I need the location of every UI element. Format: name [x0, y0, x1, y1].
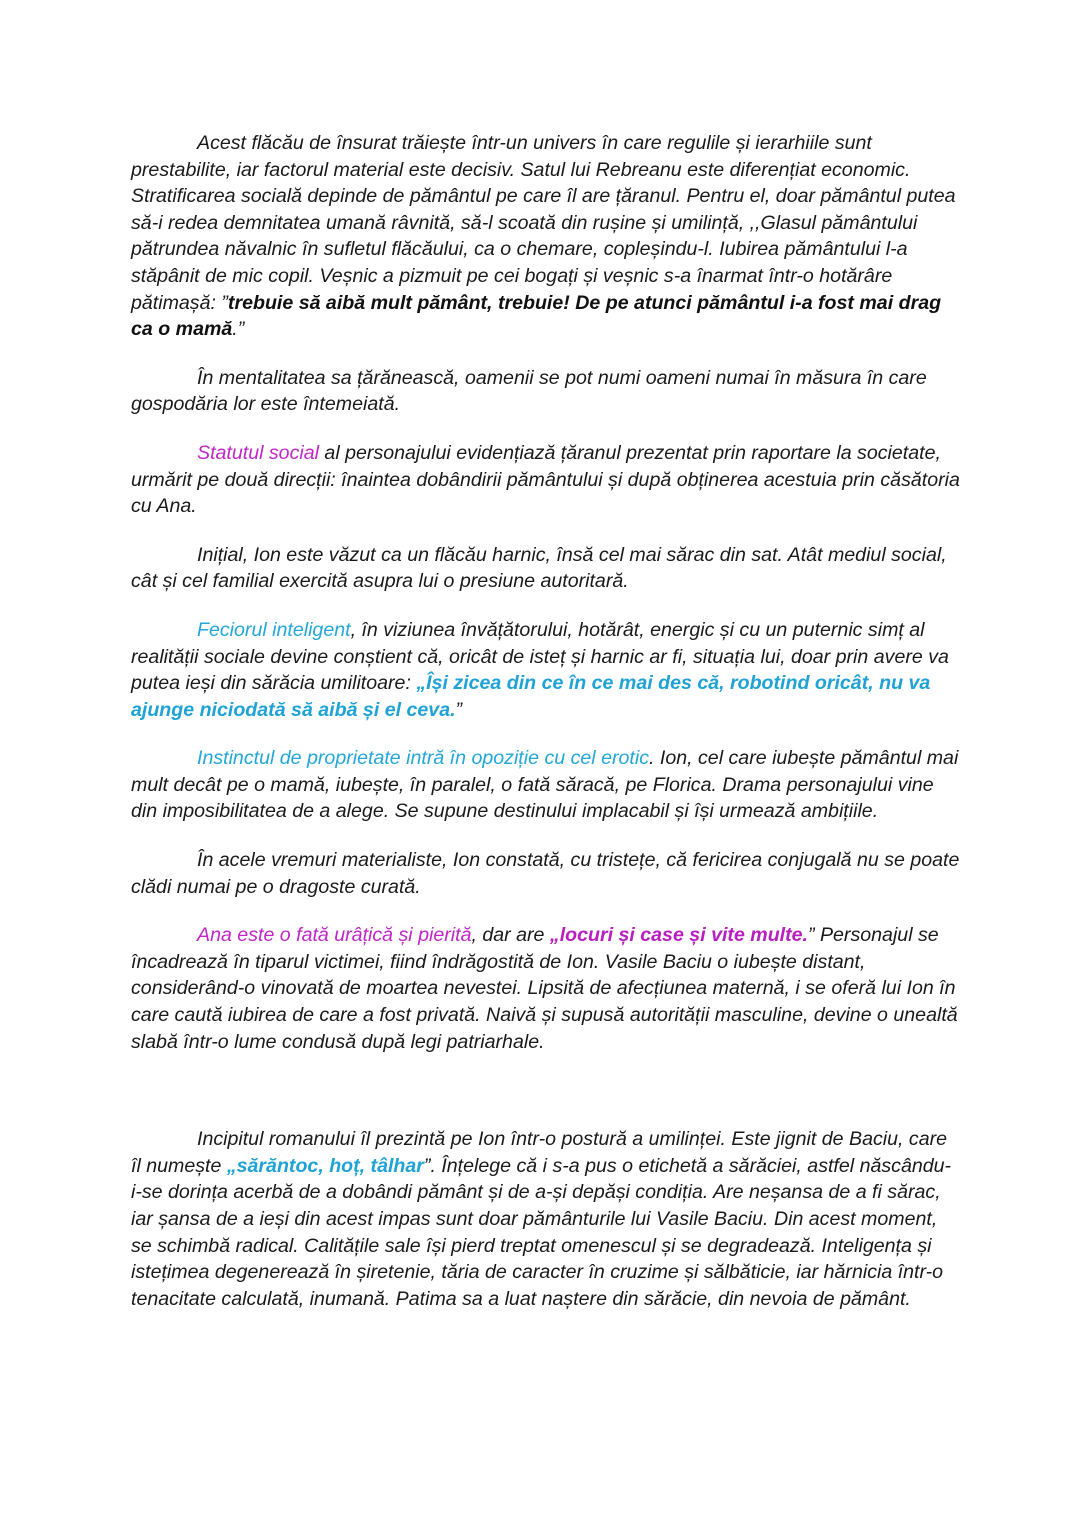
paragraph-6: [131, 745, 961, 825]
paragraph-text: ”: [455, 698, 463, 721]
paragraph-3: [131, 440, 961, 520]
paragraph-text: În acele vremuri materialiste, Ion constată, cu tristețe, că fericirea conjugală nu se poate clădi numai pe o dragoste curată.: [131, 849, 960, 898]
paragraph-text: Acest flăcău de însurat trăiește într-un univers în care regulile și ierarhiile sunt prestabilite, iar factorul material este decisiv. Satul lui Rebreanu este diferențiat economic. Stratificarea socială depinde de pământul pe care îl are țăranul. Pentru el, doar pământul putea să-i redea demnitatea umană râvnită, să-l scoată din rușine și umilință, ,,Glasul pământului pătrundea năvalnic în sufletul flăcăului, ca o chemare, copleșindu-l. Iubirea pământului l-a stăpânit de mic copil. Veșnic a pizmuit pe cei bogați și veșnic s-a înarmat într-o hotărâre pătimașă: ”: [131, 132, 956, 314]
paragraph-1: [131, 130, 961, 343]
paragraph-text: Incipitul romanului îl prezintă pe Ion într-o postură a umilinței. Este jignit de Baciu, care îl numește: [131, 1128, 948, 1177]
bold-quote: trebuie să aibă mult pământ, trebuie! De pe atunci pământul i-a fost mai drag ca o mamă: [131, 291, 942, 341]
paragraph-text: , dar are: [471, 924, 550, 947]
paragraph-7: [131, 847, 961, 900]
paragraph-4: [131, 542, 961, 595]
highlight-heading: Feciorul inteligent: [197, 618, 351, 641]
highlight-heading: Statutul social: [197, 441, 319, 464]
document-body: [131, 130, 961, 1312]
paragraph-text: , în viziunea învățătorului, hotărât, energic și cu un puternic simț al realității sociale devine conștient că, oricât de isteț și harnic ar fi, situația lui, doar prin avere va putea ieși din sărăcia umilitoare:: [131, 618, 949, 695]
paragraph-text: ” Personajul se încadrează în tiparul victimei, fiind îndrăgostită de Ion. Vasile Baciu o iubește distant, considerând-o vinovată de moartea nevestei. Lipsită de afecțiunea maternă, i se oferă lui Ion în care caută iubirea de care a fost privată. Naivă și supusă autorității masculine, devine o unealtă slabă într-o lume condusă după legi patriarhale.: [131, 924, 958, 1053]
paragraph-text: Inițial, Ion este văzut ca un flăcău harnic, însă cel mai sărac din sat. Atât mediul social, cât și cel familial exercită asupra lui o presiune autoritară.: [131, 543, 947, 593]
paragraph-text: al personajului evidențiază țăranul prezentat prin raportare la societate, urmărit pe două direcții: înaintea dobândirii pământului și după obținerea acestuia prin căsătoria cu Ana.: [131, 441, 960, 518]
bold-quote: „locuri și case și vite multe.: [549, 924, 808, 947]
paragraph-9: [131, 1126, 961, 1312]
bold-quote: „sărăntoc, hoț, tâlhar: [226, 1154, 424, 1177]
paragraph-2: [131, 365, 961, 418]
paragraph-5: [131, 617, 961, 723]
paragraph-8: [131, 922, 961, 1055]
paragraph-text: ”. Înțelege că i s-a pus o etichetă a sărăciei, astfel născându-i-se dorința acerbă de a dobândi pământ și de a-și depăși condiția. Are neșansa de a fi sărac, iar șansa de a ieși din acest impas sunt doar pământurile lui Vasile Baciu. Din acest moment, se schimbă radical. Calitățile sale își pierd treptat omenescul și se degradează. Inteligența și istețimea degenerează în șiretenie, tăria de caracter în cruzime și sălbăticie, iar hărnicia într-o tenacitate calculată, inumană. Patima sa a luat naștere din sărăcie, din nevoia de pământ.: [131, 1154, 952, 1310]
paragraph-text: .”: [232, 318, 245, 341]
highlight-heading: Ana este o fată urâțică și pierită: [197, 924, 472, 947]
highlight-heading: Instinctul de proprietate intră în opoziție cu cel erotic: [197, 747, 649, 770]
paragraph-text: În mentalitatea sa țărănească, oamenii se pot numi oameni numai în măsura în care gospodăria lor este întemeiată.: [131, 366, 927, 416]
paragraph-text: . Ion, cel care iubește pământul mai mult decât pe o mamă, iubește, în paralel, o fată săracă, pe Florica. Drama personajului vine din imposibilitatea de a alege. Se supune destinului implacabil și își urmează ambițiile.: [131, 747, 959, 823]
bold-quote: „Își zicea din ce în ce mai des că, robotind oricât, nu va ajunge niciodată să aibă și el ceva.: [131, 672, 931, 721]
